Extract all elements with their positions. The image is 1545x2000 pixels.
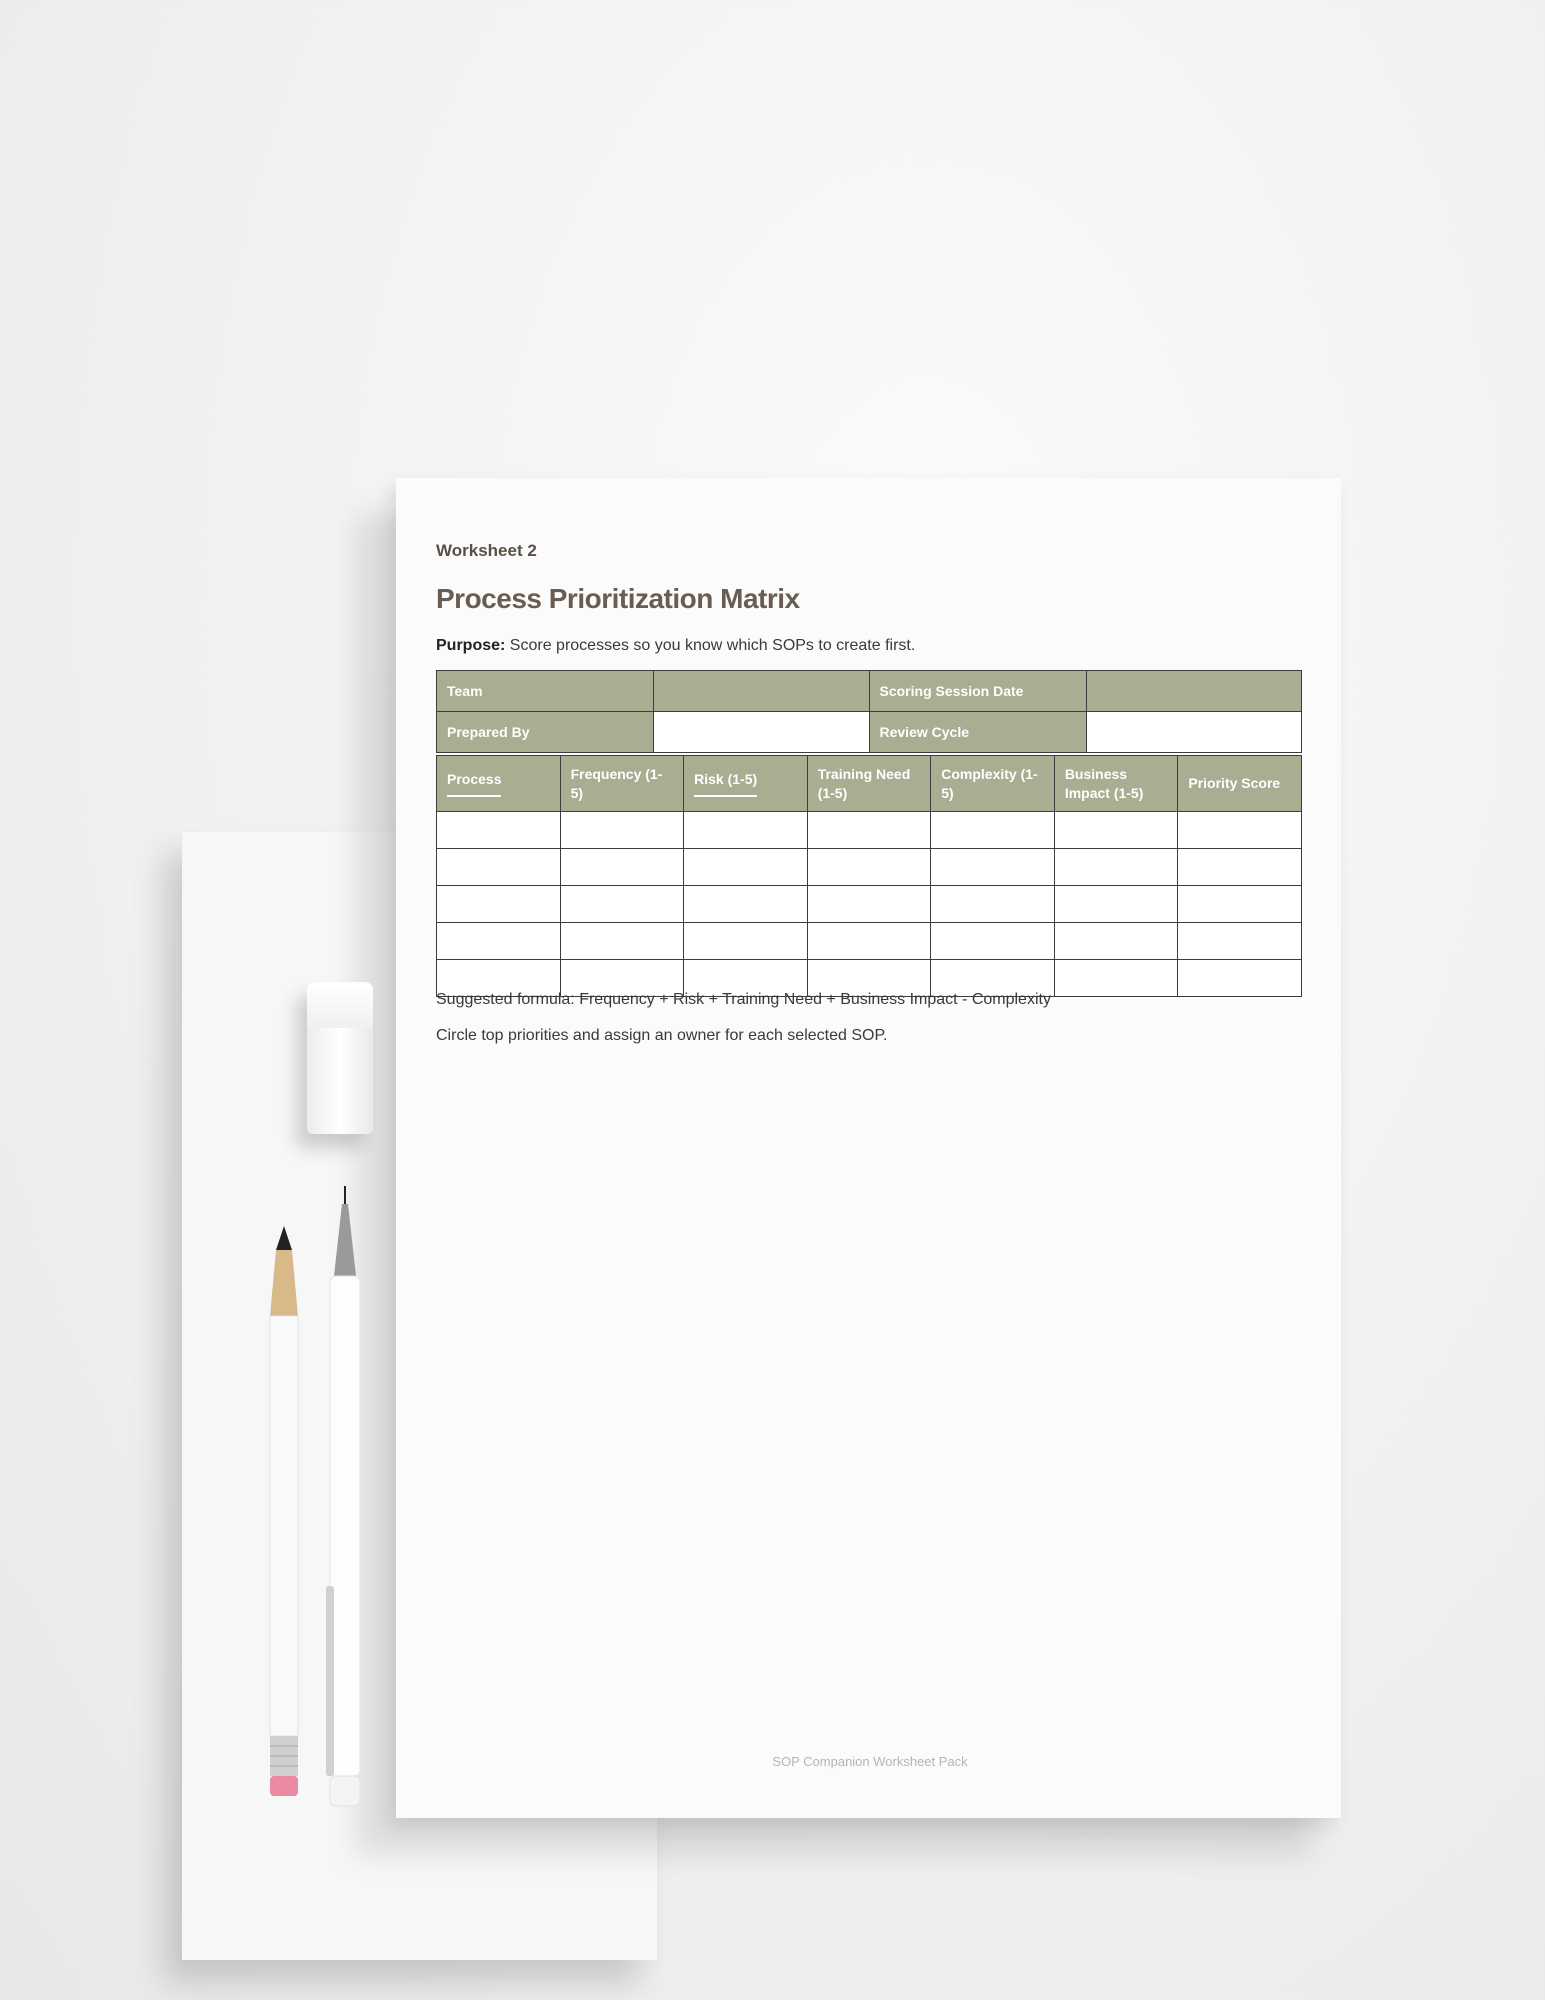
table-cell[interactable] <box>1054 886 1178 923</box>
formula-note: Suggested formula: Frequency + Risk + Training Need + Business Impact - Complexity <box>436 991 1051 1008</box>
prioritization-matrix <box>436 755 1302 997</box>
page-title: Process Prioritization Matrix <box>436 583 800 614</box>
table-row <box>437 886 1302 923</box>
eraser <box>307 982 373 1134</box>
table-cell[interactable] <box>684 923 808 960</box>
table-cell[interactable] <box>437 923 561 960</box>
table-cell[interactable] <box>437 886 561 923</box>
table-row <box>437 923 1302 960</box>
table-cell[interactable] <box>560 849 684 886</box>
table-cell[interactable] <box>1054 812 1178 849</box>
table-cell[interactable] <box>1054 849 1178 886</box>
matrix-header-row <box>437 756 1302 812</box>
table-cell[interactable] <box>807 923 931 960</box>
purpose-text: Score processes so you know which SOPs to create first. <box>509 637 916 654</box>
table-cell[interactable] <box>1178 923 1302 960</box>
table-row <box>437 812 1302 849</box>
table-cell[interactable] <box>560 886 684 923</box>
table-cell[interactable] <box>1178 812 1302 849</box>
table-cell[interactable] <box>1178 886 1302 923</box>
team-label: Team <box>437 671 654 712</box>
table-cell[interactable] <box>437 849 561 886</box>
prepared-by-field[interactable] <box>654 712 870 753</box>
purpose-label: Purpose: <box>436 637 506 654</box>
team-field[interactable] <box>654 671 870 712</box>
table-row <box>437 849 1302 886</box>
table-cell[interactable] <box>684 849 808 886</box>
info-table <box>436 670 1302 753</box>
column-header-training-need: Training Need (1-5) <box>807 756 931 812</box>
column-header-business-impact: Business Impact (1-5) <box>1054 756 1178 812</box>
column-header-process: Process <box>437 756 561 812</box>
review-cycle-field[interactable] <box>1086 712 1302 753</box>
column-header-complexity: Complexity (1-5) <box>931 756 1055 812</box>
table-cell[interactable] <box>931 849 1055 886</box>
table-cell[interactable] <box>807 812 931 849</box>
table-cell[interactable] <box>931 812 1055 849</box>
table-cell[interactable] <box>560 812 684 849</box>
table-cell[interactable] <box>1054 923 1178 960</box>
purpose-line <box>436 637 915 655</box>
instruction-note: Circle top priorities and assign an owner for each selected SOP. <box>436 1027 888 1044</box>
table-cell[interactable] <box>1054 960 1178 997</box>
table-cell[interactable] <box>437 812 561 849</box>
table-cell[interactable] <box>560 923 684 960</box>
table-cell[interactable] <box>807 886 931 923</box>
page-footer: SOP Companion Worksheet Pack <box>772 1754 968 1769</box>
column-header-risk: Risk (1-5) <box>684 756 808 812</box>
table-cell[interactable] <box>931 886 1055 923</box>
scoring-session-date-field[interactable] <box>1086 671 1302 712</box>
info-row <box>437 671 1302 712</box>
table-cell[interactable] <box>684 886 808 923</box>
table-cell[interactable] <box>931 923 1055 960</box>
info-row <box>437 712 1302 753</box>
column-header-frequency: Frequency (1-5) <box>560 756 684 812</box>
mechanical-pencil-icon <box>322 1186 368 1826</box>
worksheet-label: Worksheet 2 <box>436 541 537 560</box>
prepared-by-label: Prepared By <box>437 712 654 753</box>
column-header-priority-score: Priority Score <box>1178 756 1302 812</box>
pencil-icon <box>266 1226 302 1826</box>
table-cell[interactable] <box>1178 960 1302 997</box>
table-cell[interactable] <box>1178 849 1302 886</box>
table-cell[interactable] <box>684 812 808 849</box>
scoring-session-date-label: Scoring Session Date <box>869 671 1086 712</box>
table-cell[interactable] <box>807 849 931 886</box>
review-cycle-label: Review Cycle <box>869 712 1086 753</box>
